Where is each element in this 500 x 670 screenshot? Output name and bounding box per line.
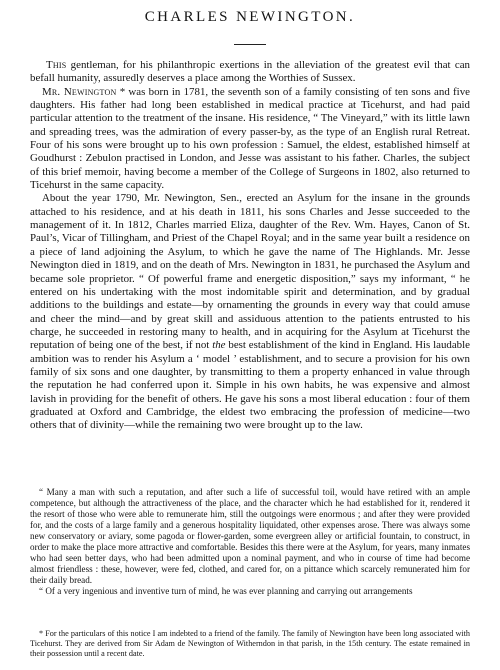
intro-text: gentleman, for his philanthropic exertions in the alleviation of the greatest evil that can befall humanity, assuredly deserves a place among the Worthies of Sussex. [30, 59, 470, 85]
biography-paragraph-1 [30, 86, 470, 193]
title-divider [234, 44, 266, 45]
paragraph-2-emphasis: the [212, 339, 226, 352]
subject-name: Mr. Newington [42, 85, 117, 98]
paragraph-2-text-continued: best establishment of the kind in England. His laudable ambition was to render his Asylum a ‘ model ’ establishment, and to secure a provision for his own family of six sons and one daughter, by transmitting to them a property enhanced in value through the reputation he had conferred upon it. Simple in his own habits, he was expensive and almost lavish in providing for the benefit of others. He gave his sons a most liberal education : four of them graduated at Oxford and Cambridge, the eldest two embracing the profession of medicine—two others that of divinity—while the remaining two were brought up to the law. [30, 339, 470, 432]
paragraph-2-text: About the year 1790, Mr. Newington, Sen., erected an Asylum for the insane in the grounds attached to his residence, and at his death in 1811, his sons Charles and Jesse succeeded to the management of it. In 1812, Charles married Eliza, daughter of the Rev. Wm. Hayes, Canon of St. Paul’s, Vicar of Tillingham, and Priest of the Chapel Royal; and in the same year built a residence on a piece of land adjoining the Asylum, to which he gave the name of The Highlands. Mr. Jesse Newington died in 1819, and on the death of Mrs. Newington in 1831, he purchased the Asylum and became sole proprietor. “ Of powerful frame and energetic disposition,” says my informant, “ he entered on his undertaking with the most indomitable spirit and determination, and by gradual additions to the buildings and estate—by ornamenting the grounds in every way that could amuse and cheer the mind—and by great skill and assiduous attention to the patients entrusted to his charge, he succeeded in restoring many to health, and in acquiring for the Asylum at Ticehurst the reputation of being one of the best, if not [30, 192, 470, 352]
informant-quotation [30, 487, 470, 597]
page-title: CHARLES NEWINGTON. [144, 9, 356, 25]
biography-paragraph-2 [30, 192, 470, 432]
quotation-paragraph-1: “ Many a man with such a reputation, and after such a life of successful toil, would have retired with an ample competence, but although the attractiveness of the place, and the character which he had established for it, rendered it the resort of those who were able to remunerate him, still the outgoings were enormous ; and after they were provided for, and the costs of a large family and a generous hospitality liquidated, other expenses arose. There was always some new conservatory or aviary, some pagoda or flower-garden, some evergreen alley or artificial fountain, to construct, in order to make the place more attractive and comfortable. Besides this there were at the Asylum, for years, many inmates who had seen better days, who had been admitted upon a nominal payment, and who in course of time had become almost friendless : these, however, were fed, clothed, and cared for, on a pittance which scarcely remunerated him for their daily bread. [30, 487, 470, 586]
main-text [30, 59, 470, 433]
intro-lead-word: This [46, 59, 67, 71]
paragraph-1-text: * was born in 1781, the seventh son of a family consisting of ten sons and five daughters. His father had long been established in medical practice at Ticehurst, and had paid particular attention to the treatment of the insane. His residence, “ The Vineyard,” with its little lawn and spreading trees, was the admiration of every passer-by, as the type of an English rural Retreat. Four of his sons were brought up to his own profession : Samuel, the eldest, established himself at Goudhurst : Zebulon practised in London, and Jesse was assistant to his father. Charles, the subject of this brief memoir, having become a member of the College of Surgeons in 1802, also returned to Ticehurst in the same capacity. [30, 85, 470, 192]
footnote-text: * For the particulars of this notice I am indebted to a friend of the family. The family of Newington have been long associated with Ticehurst. They are derived from Sir Adam de Newington of Witherndon in that parish, in the 15th century. The estate remained in their possession until a recent date. [30, 629, 470, 659]
footnote [30, 629, 470, 660]
quotation-paragraph-2: “ Of a very ingenious and inventive turn of mind, he was ever planning and carrying out arrangements [39, 586, 413, 597]
intro-paragraph [30, 59, 470, 86]
